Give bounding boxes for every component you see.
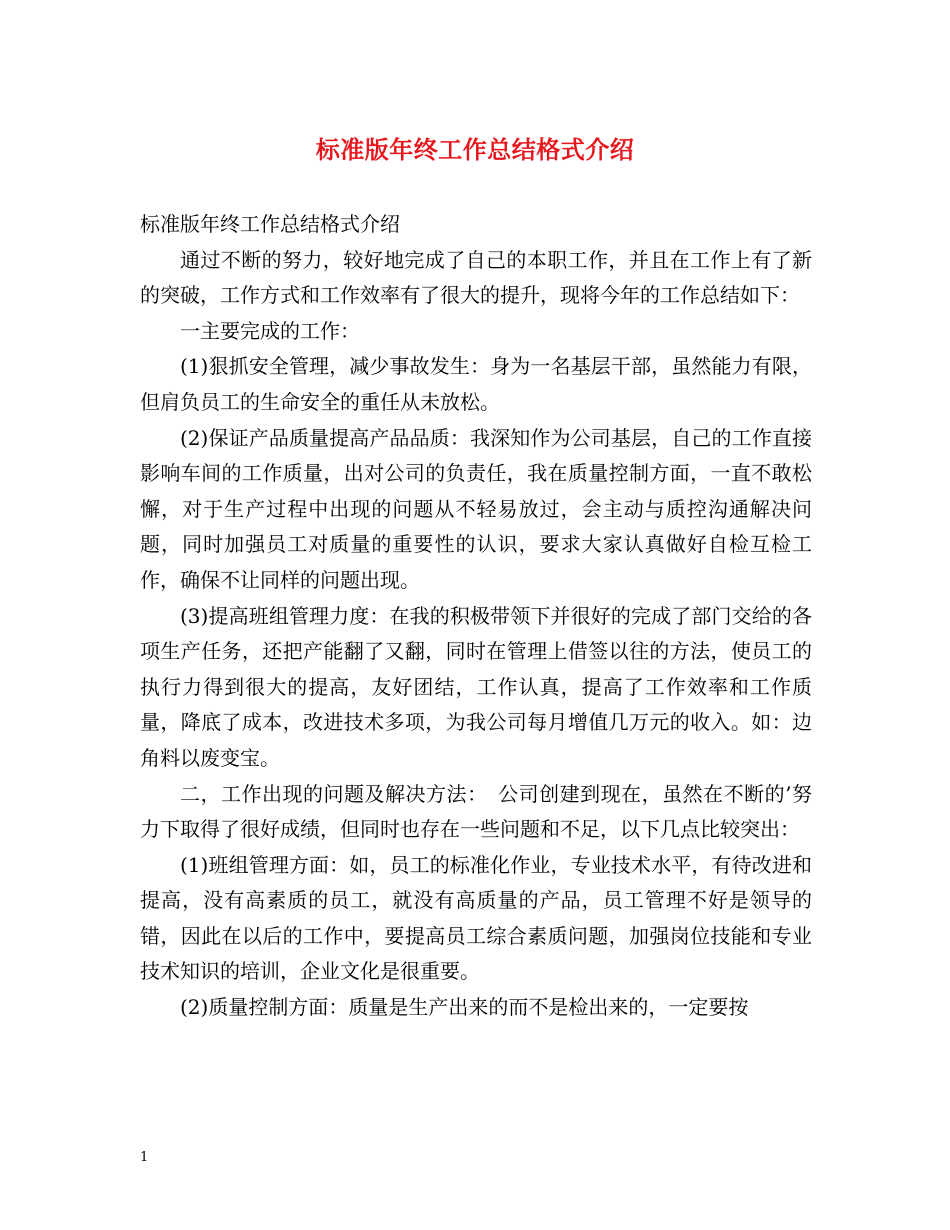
paragraph-quality-control: (2)质量控制方面：质量是生产出来的而不是检出来的，一定要按 [180, 995, 749, 1020]
document-title: 标准版年终工作总结格式介绍 [315, 135, 635, 164]
paragraph-safety: (1)狠抓安全管理，减少事故发生：身为一名基层干部，虽然能力有限，但肩负员工的生命安全的重任从未放松。 [140, 354, 812, 414]
paragraph-team-management: (3)提高班组管理力度：在我的积极带领下并很好的完成了部门交给的各项生产任务，还把产能翻了又翻，同时在管理上借签以往的方法，使员工的执行力得到很大的提高，友好团结，工作认真，提高了工作效率和工作质量，降底了成本，改进技术多项，为我公司每月增值几万元的收入。如：边角料以废变宝。 [140, 603, 812, 770]
paragraph-intro: 通过不断的努力，较好地完成了自己的本职工作，并且在工作上有了新的突破，工作方式和工作效率有了很大的提升，现将今年的工作总结如下： [140, 247, 812, 308]
document-body [140, 207, 812, 1026]
section-heading-problems: 二，工作出现的问题及解决方法： 公司创建到现在，虽然在不断的’努力下取得了很好成绩，但同时也存在一些问题和不足，以下几点比较突出： [140, 781, 812, 842]
document-subtitle: 标准版年终工作总结格式介绍 [140, 212, 400, 236]
paragraph-team-problems: (1)班组管理方面：如，员工的标准化作业，专业技术水平，有待改进和提高，没有高素质的员工，就没有高质量的产品，员工管理不好是领导的错，因此在以后的工作中，要提高员工综合素质问题，加强岗位技能和专业技术知识的培训，企业文化是很重要。 [140, 852, 812, 984]
paragraph-quality: (2)保证产品质量提高产品品质：我深知作为公司基层，自己的工作直接影响车间的工作质量，出对公司的负责任，我在质量控制方面，一直不敢松懈，对于生产过程中出现的问题从不轻易放过，会主动与质控沟通解决问题，同时加强员工对质量的重要性的认识，要求大家认真做好自检互检工作，确保不让同样的问题出现。 [140, 425, 812, 592]
page-number: 1 [140, 1150, 149, 1165]
section-heading-main-work: 一主要完成的工作： [180, 318, 360, 343]
